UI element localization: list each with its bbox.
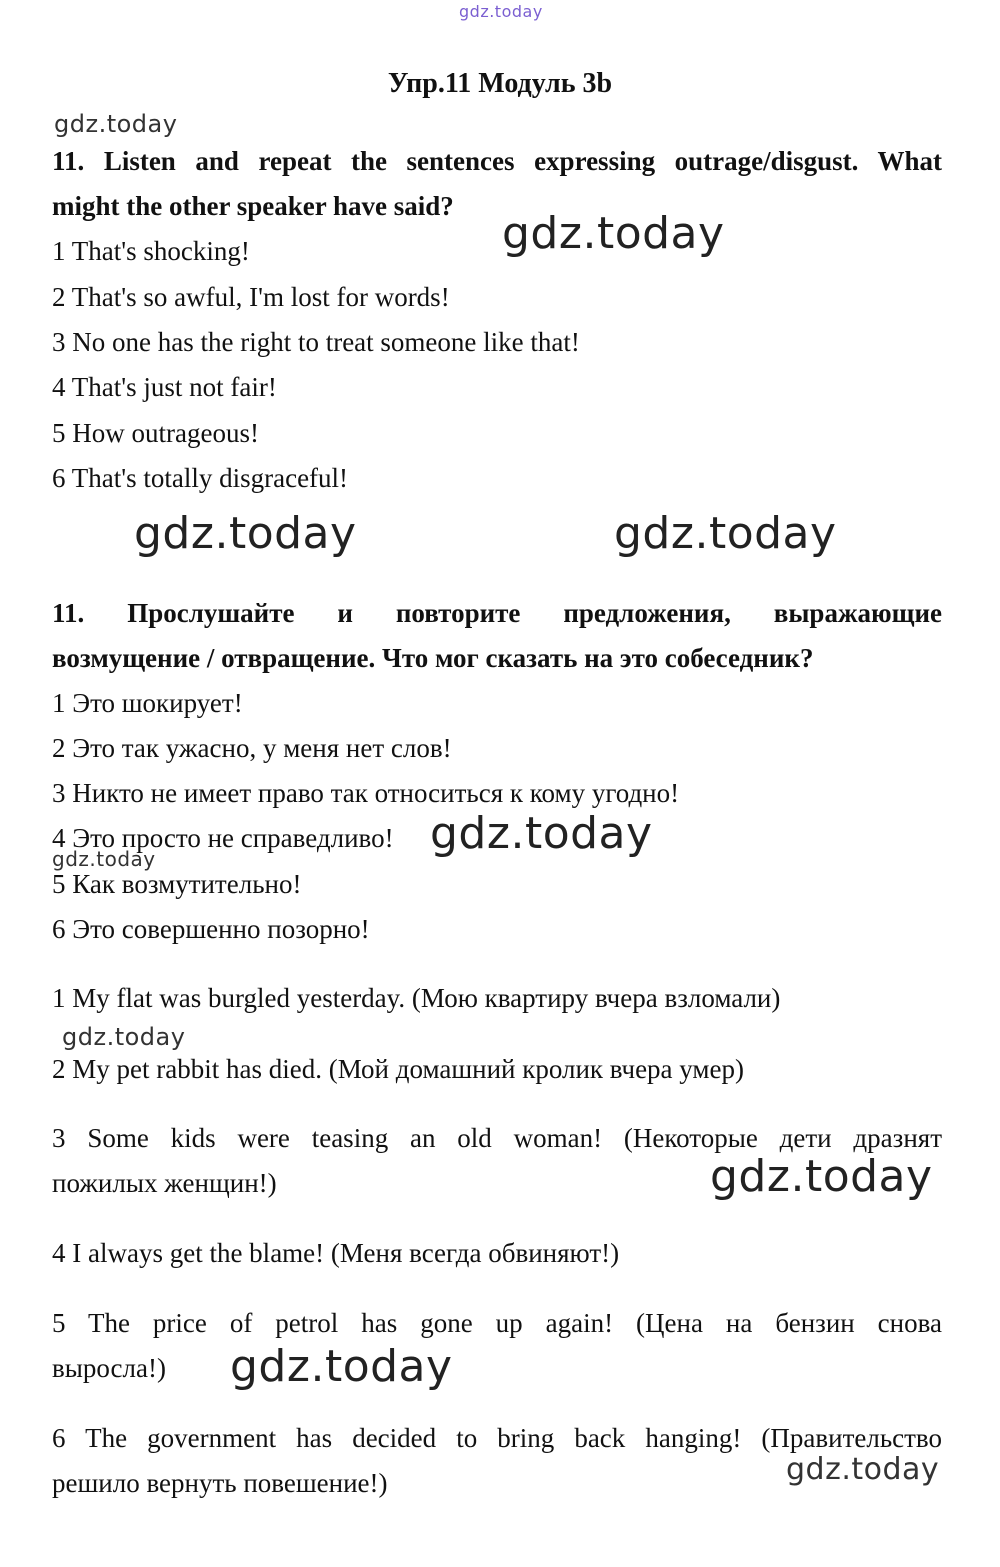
- russian-heading-line1: 11. Прослушайте и повторите предложения, выражающие: [52, 598, 942, 628]
- watermark: gdz.today: [52, 847, 156, 871]
- answer-6-line1: 6 The government has decided to bring back hanging! (Правительство: [52, 1423, 942, 1453]
- watermark: gdz.today: [786, 1452, 940, 1487]
- answer-5-line1: 5 The price of petrol has gone up again! (Цена на бензин снова: [52, 1308, 942, 1338]
- watermark: gdz.today: [502, 208, 725, 259]
- answer-4: 4 I always get the blame! (Меня всегда обвиняют!): [52, 1238, 620, 1268]
- answer-3-line2: пожилых женщин!): [52, 1168, 277, 1198]
- answer-3-line1: 3 Some kids were teasing an old woman! (Некоторые дети дразнят: [52, 1123, 942, 1153]
- russian-item-5: 5 Как возмутительно!: [52, 869, 302, 899]
- english-heading-line1: 11. Listen and repeat the sentences expressing outrage/disgust. What: [52, 146, 942, 176]
- watermark: gdz.today: [430, 808, 653, 859]
- english-item-2: 2 That's so awful, I'm lost for words!: [52, 282, 450, 312]
- english-item-6: 6 That's totally disgraceful!: [52, 463, 349, 493]
- answer-5-line2: выросла!): [52, 1353, 166, 1383]
- russian-heading-line2: возмущение / отвращение. Что мог сказать на это собеседник?: [52, 643, 814, 673]
- russian-item-3: 3 Никто не имеет право так относиться к кому угодно!: [52, 778, 680, 808]
- english-item-1: 1 That's shocking!: [52, 236, 250, 266]
- answer-2: 2 My pet rabbit has died. (Мой домашний кролик вчера умер): [52, 1054, 744, 1084]
- answer-6-line2: решило вернуть повешение!): [52, 1468, 388, 1498]
- russian-item-6: 6 Это совершенно позорно!: [52, 914, 370, 944]
- english-heading-line2: might the other speaker have said?: [52, 191, 454, 221]
- russian-item-1: 1 Это шокирует!: [52, 688, 243, 718]
- english-item-3: 3 No one has the right to treat someone like that!: [52, 327, 580, 357]
- english-item-4: 4 That's just not fair!: [52, 372, 277, 402]
- watermark-top: gdz.today: [459, 2, 543, 21]
- russian-item-2: 2 Это так ужасно, у меня нет слов!: [52, 733, 452, 763]
- english-item-5: 5 How outrageous!: [52, 418, 259, 448]
- page-title: Упр.11 Модуль 3b: [387, 68, 613, 99]
- answer-1: 1 My flat was burgled yesterday. (Мою квартиру вчера взломали): [52, 983, 781, 1013]
- watermark: gdz.today: [230, 1341, 453, 1392]
- watermark: gdz.today: [54, 110, 178, 138]
- watermark: gdz.today: [710, 1151, 933, 1202]
- russian-item-4: 4 Это просто не справедливо!: [52, 823, 394, 853]
- watermark: gdz.today: [62, 1023, 186, 1051]
- watermark: gdz.today: [614, 508, 837, 559]
- watermark: gdz.today: [134, 508, 357, 559]
